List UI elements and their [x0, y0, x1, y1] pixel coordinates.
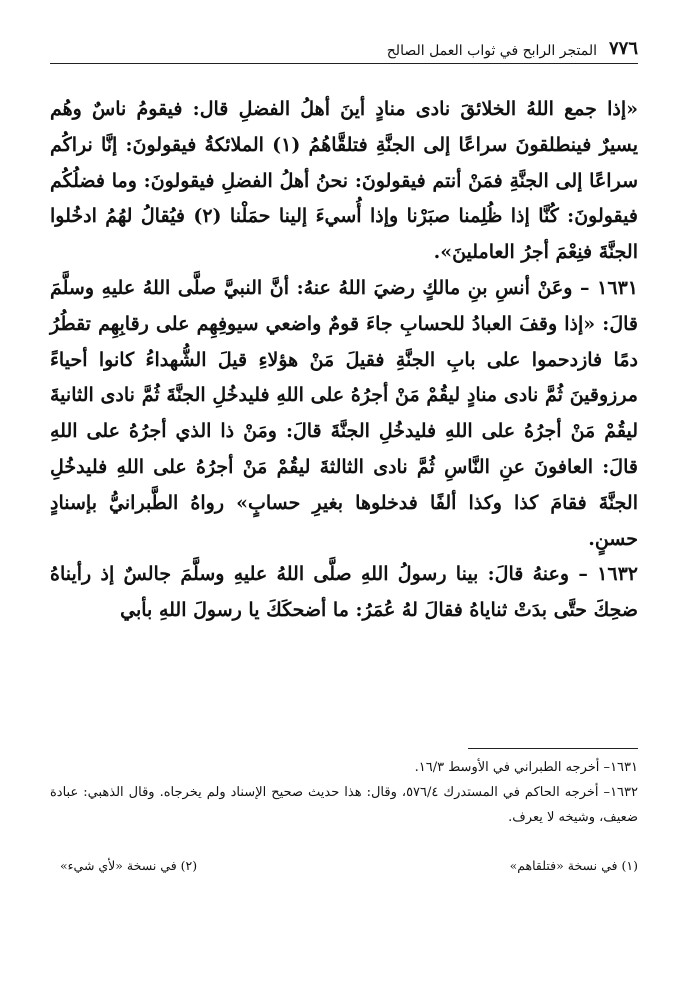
footnote-divider: [468, 748, 638, 749]
paragraph-hadith-1632: [50, 557, 638, 629]
paragraph-hadith-1631: [50, 271, 638, 557]
variant-note-2: (٢) في نسخة «لأي شيء»: [60, 858, 198, 873]
footnote-1632: ١٦٣٢– أخرجه الحاكم في المستدرك ٥٧٦/٤، وقال: هذا حديث صحيح الإسناد ولم يخرجاه. وقال الذهبي: عبادة ضعيف، وشيخه لا يعرف.: [50, 785, 638, 825]
running-title: المتجر الرابح في ثواب العمل الصالح: [386, 43, 597, 59]
hadith-text-1631: – وعَنْ أنسِ بنِ مالكٍ رضيَ اللهُ عنهُ: أنَّ النبيَّ صلَّى اللهُ عليهِ وسلَّمَ قالَ: «إذا وقفَ العبادُ للحسابِ جاءَ قومٌ واضعي سيوفِهِم على رقابِهِم تقطُرُ دمًا فازدحموا على بابِ الجنَّةِ فقيلَ مَنْ هؤلاءِ قيلَ الشُّهداءُ كانوا أحياءً مرزوقينَ ثُمَّ نادى منادٍ ليقُمْ مَنْ أجرُهُ على اللهِ فليدخُلِ الجنَّةَ ثُمَّ نادى الثانيةَ ليقُمْ مَنْ أجرُهُ على اللهِ فليدخُلِ الجنَّةَ قالَ: ومَنْ ذا الذي أجرُهُ على اللهِ قالَ: العافونَ عنِ النَّاسِ ثُمَّ نادى الثالثةَ ليقُمْ مَنْ أجرُهُ على اللهِ فليدخُلِ الجنَّةَ فقامَ كذا وكذا ألفًا فدخلوها بغيرِ حسابٍ» رواهُ الطَّبرانيُّ بإسنادٍ حسنٍ.: [50, 276, 638, 550]
page-header: [50, 34, 638, 64]
paragraph-hadith-continuation: «إذا جمع اللهُ الخلائقَ نادى منادٍ أينَ أهلُ الفضلِ قال: فيقومُ ناسٌ وهُم يسيرٌ فينطلقونَ سراعًا إلى الجنَّةِ فتلقَّاهُمُ (١) الملائكةُ فيقولونَ: إنَّا نراكُم سراعًا إلى الجنَّةِ فمَنْ أنتم فيقولونَ: نحنُ أهلُ الفضلِ فيقولونَ: وما فضلُكُم فيقولونَ: كُنَّا إذا ظُلِمنا صبَرْنا وإذا أُسيءَ إلينا حمَلْنا (٢) فيُقالُ لهُمُ ادخُلوا الجنَّةَ فنِعْمَ أجرُ العاملينَ».: [50, 98, 639, 264]
hadith-number-1632: ١٦٣٢: [597, 563, 638, 586]
hadith-text-1632: – وعنهُ قالَ: بينا رسولُ اللهِ صلَّى اللهُ عليهِ وسلَّمَ جالسٌ إذ رأيناهُ ضحِكَ حتَّى بدَتْ ثناياهُ فقالَ لهُ عُمَرُ: ما أضحكَكَ يا رسولَ اللهِ بأبي: [50, 563, 638, 622]
footnote-1631: ١٦٣١– أخرجه الطبراني في الأوسط ١٦/٣.: [414, 760, 638, 775]
variant-notes: [60, 858, 638, 873]
variant-note-1: (١) في نسخة «فتلقاهم»: [509, 858, 638, 873]
hadith-number-1631: ١٦٣١: [597, 276, 638, 299]
main-text: [50, 92, 638, 629]
footnotes: [50, 748, 638, 830]
page-number: ٧٧٦: [608, 38, 638, 59]
